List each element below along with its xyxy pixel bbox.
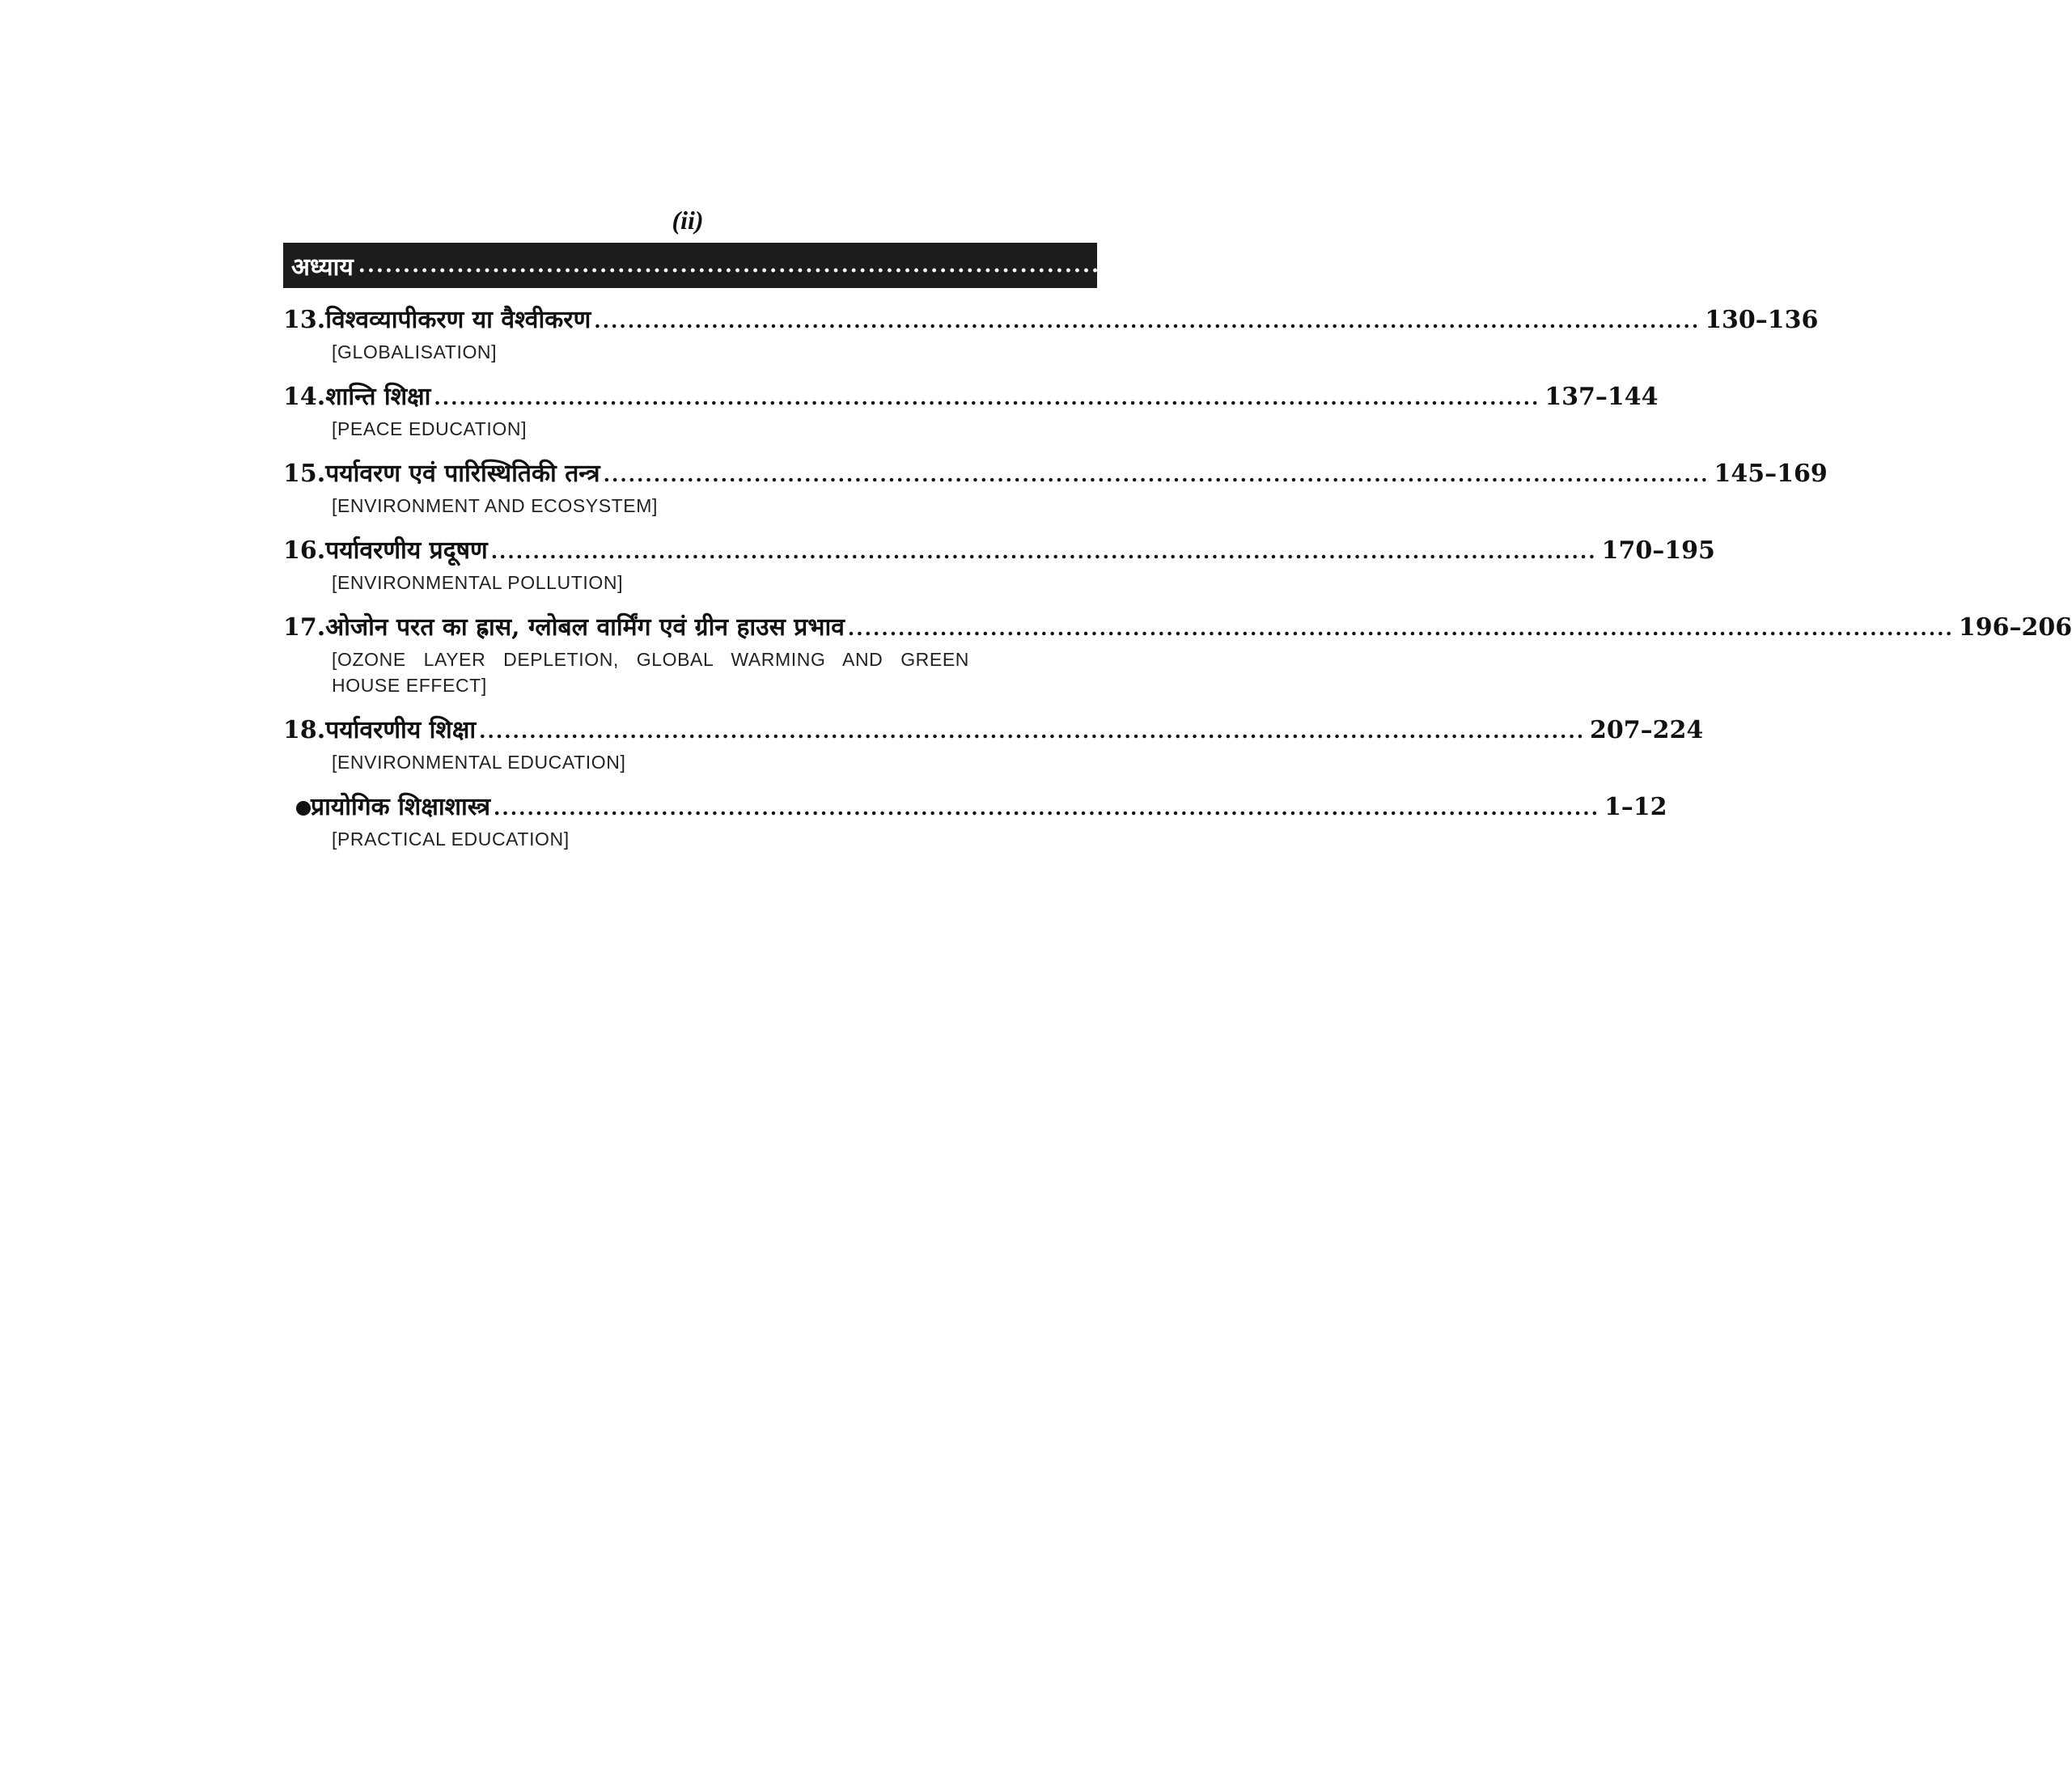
toc-entry-15: [283, 456, 1828, 519]
chapter-number: 18.: [283, 716, 326, 744]
leader-dots: ....................................................................................................................................: [490, 540, 1597, 563]
page-number: (ii): [672, 206, 704, 235]
table-of-contents: [283, 243, 2072, 852]
bullet-icon: [283, 801, 311, 816]
chapter-subtitle: [OZONE LAYER DEPLETION, GLOBAL WARMING AND GREEN HOUSE EFFECT]: [332, 649, 969, 696]
chapter-subtitle: [ENVIRONMENTAL POLLUTION]: [332, 572, 624, 593]
chapter-subtitle: [PRACTICAL EDUCATION]: [332, 829, 570, 850]
leader-dots: ....................................................................................................................................: [594, 309, 1701, 333]
toc-entry-16: [283, 533, 1715, 595]
leader-dots: ....................................................................................................................................: [603, 463, 1710, 486]
header-leader-dots: ....................................................................................................................................................: [358, 253, 1682, 278]
toc-entry-practical: [283, 790, 1667, 852]
chapter-title: प्रायोगिक शिक्षाशास्त्र: [311, 793, 491, 821]
chapter-number: 13.: [283, 306, 326, 334]
chapter-pages: 196–206: [1958, 613, 2072, 642]
chapter-title: पर्यावरणीय शिक्षा: [325, 716, 477, 744]
toc-entry-18: [283, 713, 1704, 775]
chapter-title: विश्वव्यापीकरण या वैश्वीकरण: [325, 306, 591, 334]
toc-entry-17: [283, 610, 2072, 698]
chapter-title: पर्यावरण एवं पारिस्थितिकी तन्त्र: [325, 460, 600, 488]
chapter-number: 16.: [283, 536, 326, 565]
toc-header: [283, 243, 1776, 288]
chapter-number: 17.: [283, 613, 326, 642]
leader-dots: ....................................................................................................................................: [847, 617, 1954, 640]
chapter-number: 15.: [283, 460, 326, 488]
chapter-pages: 170–195: [1601, 536, 1715, 565]
chapter-pages: 145–169: [1714, 460, 1828, 488]
chapter-number: 14.: [283, 383, 326, 411]
chapter-title: शान्ति शिक्षा: [325, 383, 431, 411]
leader-dots: ....................................................................................................................................: [494, 796, 1600, 820]
chapter-column-label: अध्याय: [291, 252, 354, 282]
chapter-title: पर्यावरणीय प्रदूषण: [325, 536, 488, 565]
chapter-subtitle: [PEACE EDUCATION]: [332, 418, 528, 439]
toc-entry-14: [283, 379, 1659, 442]
chapter-pages: 130–136: [1705, 306, 1819, 334]
chapter-pages: 207–224: [1590, 716, 1704, 744]
toc-entry-13: [283, 303, 1819, 365]
chapter-subtitle: [ENVIRONMENTAL EDUCATION]: [332, 752, 626, 773]
page-column-label: पृष्ठ-संख्या: [1686, 252, 1776, 282]
chapter-subtitle: [GLOBALISATION]: [332, 341, 498, 362]
leader-dots: ....................................................................................................................................: [479, 719, 1586, 743]
leader-dots: ....................................................................................................................................: [434, 386, 1540, 409]
chapter-pages: 137–144: [1544, 383, 1659, 411]
chapter-subtitle: [ENVIRONMENT AND ECOSYSTEM]: [332, 495, 658, 516]
chapter-pages: 1–12: [1604, 793, 1667, 821]
chapter-title: ओजोन परत का ह्रास, ग्लोबल वार्मिंग एवं ग्रीन हाउस प्रभाव: [325, 613, 845, 642]
